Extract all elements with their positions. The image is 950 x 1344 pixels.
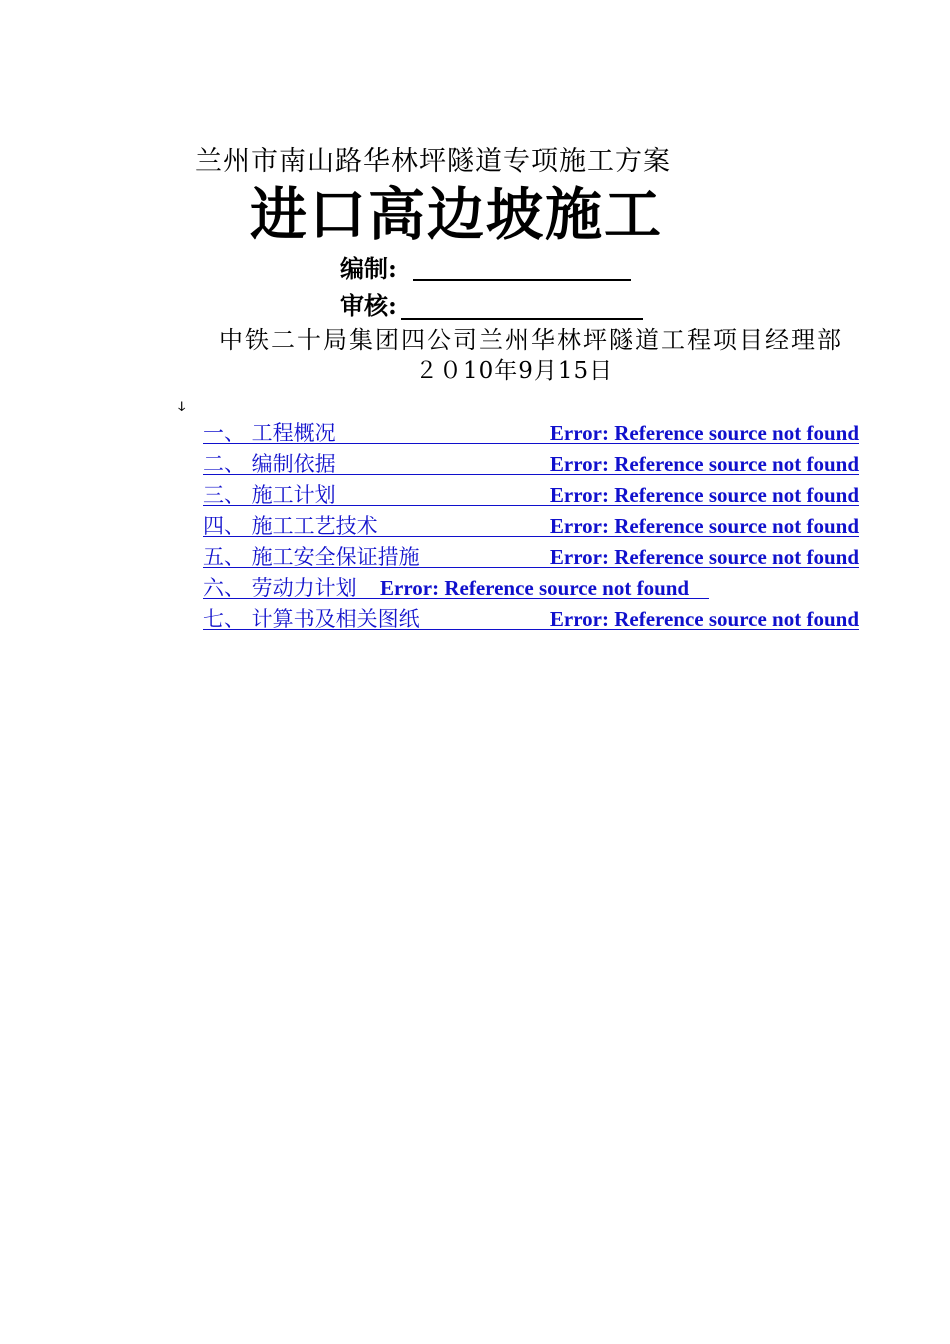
toc-entry-page-ref[interactable]: Error: Reference source not found (380, 576, 690, 600)
toc-entry[interactable] (203, 418, 859, 449)
toc-entry-page-ref[interactable]: Error: Reference source not found (549, 421, 859, 445)
editor-row (340, 253, 631, 285)
editor-label: 编制: (340, 254, 397, 283)
toc-entry[interactable] (203, 480, 859, 511)
table-of-contents (203, 418, 859, 635)
toc-entry-page-ref[interactable]: Error: Reference source not found (549, 483, 859, 507)
toc-entry-label[interactable]: 一、 工程概况 (203, 421, 336, 445)
toc-entry-label[interactable]: 五、 施工安全保证措施 (203, 545, 420, 569)
toc-entry-label[interactable]: 三、 施工计划 (203, 483, 336, 507)
toc-entry[interactable] (203, 449, 859, 480)
reviewer-label: 审核: (340, 291, 397, 320)
document-subtitle: 兰州市南山路华林坪隧道专项施工方案 (195, 146, 671, 177)
toc-entry-page-ref[interactable]: Error: Reference source not found (549, 607, 859, 631)
toc-entry-label[interactable]: 二、 编制依据 (203, 452, 336, 476)
toc-entry-label[interactable]: 六、 劳动力计划 (203, 576, 357, 600)
toc-entry[interactable] (203, 604, 859, 635)
field-code-mark: ↆ (178, 399, 186, 415)
toc-entry-label[interactable]: 七、 计算书及相关图纸 (203, 607, 420, 631)
toc-entry[interactable] (203, 542, 859, 573)
toc-entry-page-ref[interactable]: Error: Reference source not found (549, 452, 859, 476)
toc-entry[interactable] (203, 573, 859, 604)
toc-entry[interactable] (203, 511, 859, 542)
organization-name: 中铁二十局集团四公司兰州华林坪隧道工程项目经理部 (219, 326, 843, 354)
toc-entry-label[interactable]: 四、 施工工艺技术 (203, 514, 378, 538)
reviewer-row (340, 290, 643, 322)
document-main-title: 进口高边坡施工 (250, 181, 663, 248)
document-date: ２０10年9月15日 (415, 358, 614, 384)
toc-entry-page-ref[interactable]: Error: Reference source not found (549, 545, 859, 569)
reviewer-signature-blank[interactable] (401, 294, 643, 320)
toc-entry-page-ref[interactable]: Error: Reference source not found (549, 514, 859, 538)
editor-signature-blank[interactable] (413, 255, 631, 281)
